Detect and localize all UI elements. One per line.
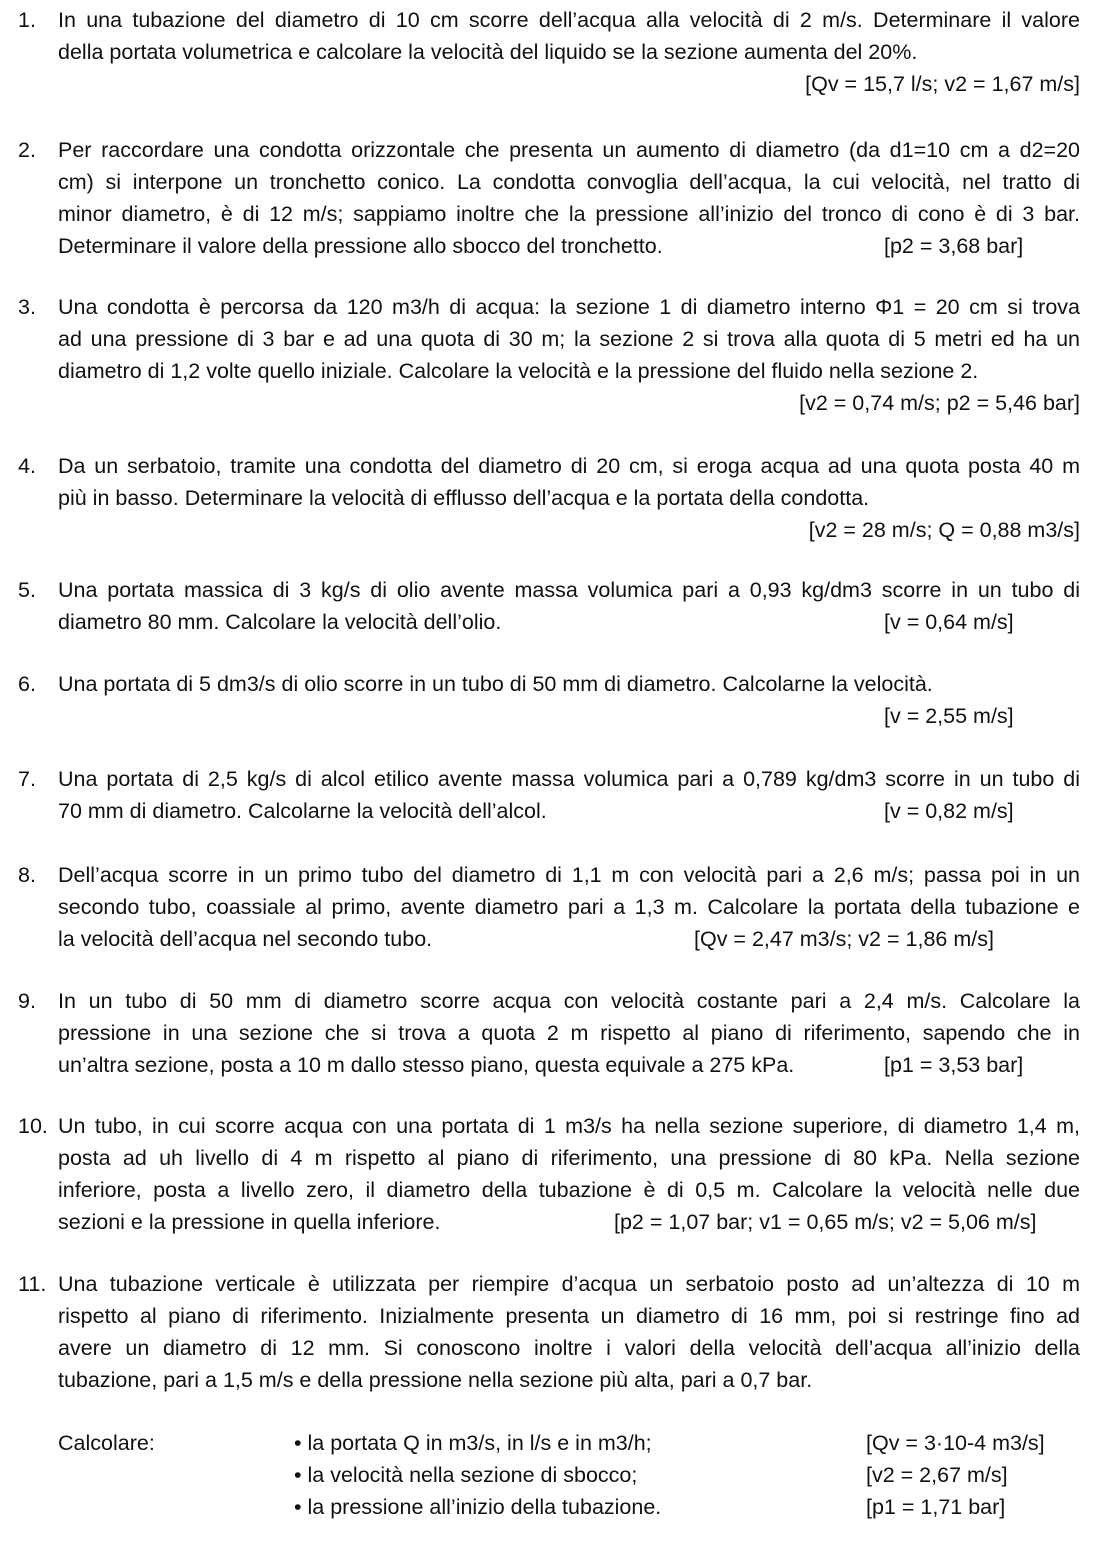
exercise-answer: [v = 0,82 m/s] xyxy=(884,799,1014,823)
exercise-9 xyxy=(18,985,1080,1081)
exercise-number: 5. xyxy=(18,578,36,602)
exercise-6 xyxy=(18,668,1080,732)
exercise-number: 4. xyxy=(18,454,36,478)
exercise-number: 2. xyxy=(18,138,36,162)
exercise-text-line: un’altra sezione, posta a 10 m dallo stesso piano, questa equivale a 275 kPa. xyxy=(58,1053,795,1077)
exercise-text-line: ad una pressione di 3 bar e ad una quota di 30 m; la sezione 2 si trova alla quota di 5 metri ed ha un xyxy=(58,327,1080,351)
exercise-answer: [Qv = 15,7 l/s; v2 = 1,67 m/s] xyxy=(805,72,1080,96)
calcolare-answer: [v2 = 2,67 m/s] xyxy=(866,1463,1008,1487)
exercise-number: 11. xyxy=(18,1272,47,1296)
exercise-number: 3. xyxy=(18,295,36,319)
exercise-text-line: Per raccordare una condotta orizzontale che presenta un aumento di diametro (da d1=10 cm a d2=20 xyxy=(58,138,1080,162)
exercise-text-line: diametro di 1,2 volte quello iniziale. Calcolare la velocità e la pressione del fluido nella sezione 2. xyxy=(58,359,979,383)
exercise-number: 1. xyxy=(18,8,36,32)
exercise-7 xyxy=(18,763,1080,827)
calcolare-item: • la pressione all’inizio della tubazione. xyxy=(294,1495,662,1519)
exercise-text-line: rispetto al piano di riferimento. Inizialmente presenta un diametro di 16 mm, poi si restringe fino ad xyxy=(58,1304,1080,1328)
exercise-3 xyxy=(18,291,1080,419)
exercise-text-line: più in basso. Determinare la velocità di efflusso dell’acqua e la portata della condotta. xyxy=(58,486,870,510)
exercise-text-line: Una portata massica di 3 kg/s di olio avente massa volumica pari a 0,93 kg/dm3 scorre in un tubo di xyxy=(58,578,1080,602)
exercise-text-line: Determinare il valore della pressione allo sbocco del tronchetto. xyxy=(58,234,663,258)
exercise-text-line: In una tubazione del diametro di 10 cm scorre dell’acqua alla velocità di 2 m/s. Determinare il valore xyxy=(58,8,1080,32)
exercise-answer: [p1 = 3,53 bar] xyxy=(884,1053,1024,1077)
calcolare-item: • la velocità nella sezione di sbocco; xyxy=(294,1463,638,1487)
exercise-text-line: secondo tubo, coassiale al primo, avente diametro pari a 1,3 m. Calcolare la portata della tubazione e xyxy=(58,895,1080,919)
exercise-number: 6. xyxy=(18,672,36,696)
exercise-number: 9. xyxy=(18,989,36,1013)
exercise-text-line: Una condotta è percorsa da 120 m3/h di acqua: la sezione 1 di diametro interno Φ1 = 20 cm si trova xyxy=(58,295,1080,319)
calcolare-label: Calcolare: xyxy=(58,1431,155,1455)
exercise-8 xyxy=(18,859,1080,955)
exercise-1 xyxy=(18,4,1080,100)
exercise-text-line: della portata volumetrica e calcolare la velocità del liquido se la sezione aumenta del 20%. xyxy=(58,40,918,64)
exercise-text-line: Una tubazione verticale è utilizzata per riempire d’acqua un serbatoio posto ad un’altezza di 10 m xyxy=(58,1272,1080,1296)
exercise-answer: [p2 = 3,68 bar] xyxy=(884,234,1024,258)
exercise-5 xyxy=(18,574,1080,638)
exercise-text-line: tubazione, pari a 1,5 m/s e della pressione nella sezione più alta, pari a 0,7 bar. xyxy=(58,1368,813,1392)
exercise-answer: [p2 = 1,07 bar; v1 = 0,65 m/s; v2 = 5,06 m/s] xyxy=(614,1210,1037,1234)
exercise-text-line: Un tubo, in cui scorre acqua con una portata di 1 m3/s ha nella sezione superiore, di diametro 1,4 m, xyxy=(58,1114,1080,1138)
exercise-11 xyxy=(18,1268,1080,1396)
calcolare-answer: [p1 = 1,71 bar] xyxy=(866,1495,1006,1519)
exercise-answer: [Qv = 2,47 m3/s; v2 = 1,86 m/s] xyxy=(694,927,994,951)
exercise-text-line: minor diametro, è di 12 m/s; sappiamo inoltre che la pressione all’inizio del tronco di cono è di 3 bar. xyxy=(58,202,1080,226)
exercise-10 xyxy=(18,1110,1080,1238)
exercise-text-line: diametro 80 mm. Calcolare la velocità dell’olio. xyxy=(58,610,502,634)
exercise-text-line: sezioni e la pressione in quella inferiore. xyxy=(58,1210,441,1234)
exercise-answer: [v = 2,55 m/s] xyxy=(884,704,1014,728)
exercise-text-line: posta ad uh livello di 4 m rispetto al piano di riferimento, una pressione di 80 kPa. Nella sezione xyxy=(58,1146,1080,1170)
exercise-text-line: cm) si interpone un tronchetto conico. La condotta convoglia dell’acqua, la cui velocità, nel tratto di xyxy=(58,170,1080,194)
exercise-text-line: la velocità dell’acqua nel secondo tubo. xyxy=(58,927,433,951)
calcolare-section xyxy=(18,1427,1080,1523)
exercise-number: 8. xyxy=(18,863,36,887)
exercise-text-line: Dell’acqua scorre in un primo tubo del diametro di 1,1 m con velocità pari a 2,6 m/s; passa poi in un xyxy=(58,863,1080,887)
exercise-text-line: Una portata di 5 dm3/s di olio scorre in un tubo di 50 mm di diametro. Calcolarne la velocità. xyxy=(58,672,933,696)
exercise-4 xyxy=(18,450,1080,546)
exercise-text-line: inferiore, posta a livello zero, il diametro della tubazione è di 0,5 m. Calcolare la velocità nelle due xyxy=(58,1178,1080,1202)
exercise-answer: [v2 = 28 m/s; Q = 0,88 m3/s] xyxy=(808,518,1080,542)
calcolare-answer: [Qv = 3·10-4 m3/s] xyxy=(866,1431,1045,1455)
exercise-number: 7. xyxy=(18,767,36,791)
exercise-text-line: Una portata di 2,5 kg/s di alcol etilico avente massa volumica pari a 0,789 kg/dm3 scorre in un tubo di xyxy=(58,767,1080,791)
exercise-answer: [v = 0,64 m/s] xyxy=(884,610,1014,634)
calcolare-item: • la portata Q in m3/s, in l/s e in m3/h; xyxy=(294,1431,652,1455)
exercise-text-line: pressione in una sezione che si trova a quota 2 m rispetto al piano di riferimento, sapendo che in xyxy=(58,1021,1080,1045)
exercise-text-line: 70 mm di diametro. Calcolarne la velocità dell’alcol. xyxy=(58,799,547,823)
exercise-answer: [v2 = 0,74 m/s; p2 = 5,46 bar] xyxy=(799,391,1080,415)
exercise-text-line: In un tubo di 50 mm di diametro scorre acqua con velocità costante pari a 2,4 m/s. Calcolare la xyxy=(58,989,1080,1013)
exercise-text-line: avere un diametro di 12 mm. Si conoscono inoltre i valori della velocità dell’acqua all’inizio della xyxy=(58,1336,1080,1360)
exercise-text-line: Da un serbatoio, tramite una condotta del diametro di 20 cm, si eroga acqua ad una quota posta 40 m xyxy=(58,454,1080,478)
exercise-number: 10. xyxy=(18,1114,48,1138)
exercise-2 xyxy=(18,134,1080,262)
